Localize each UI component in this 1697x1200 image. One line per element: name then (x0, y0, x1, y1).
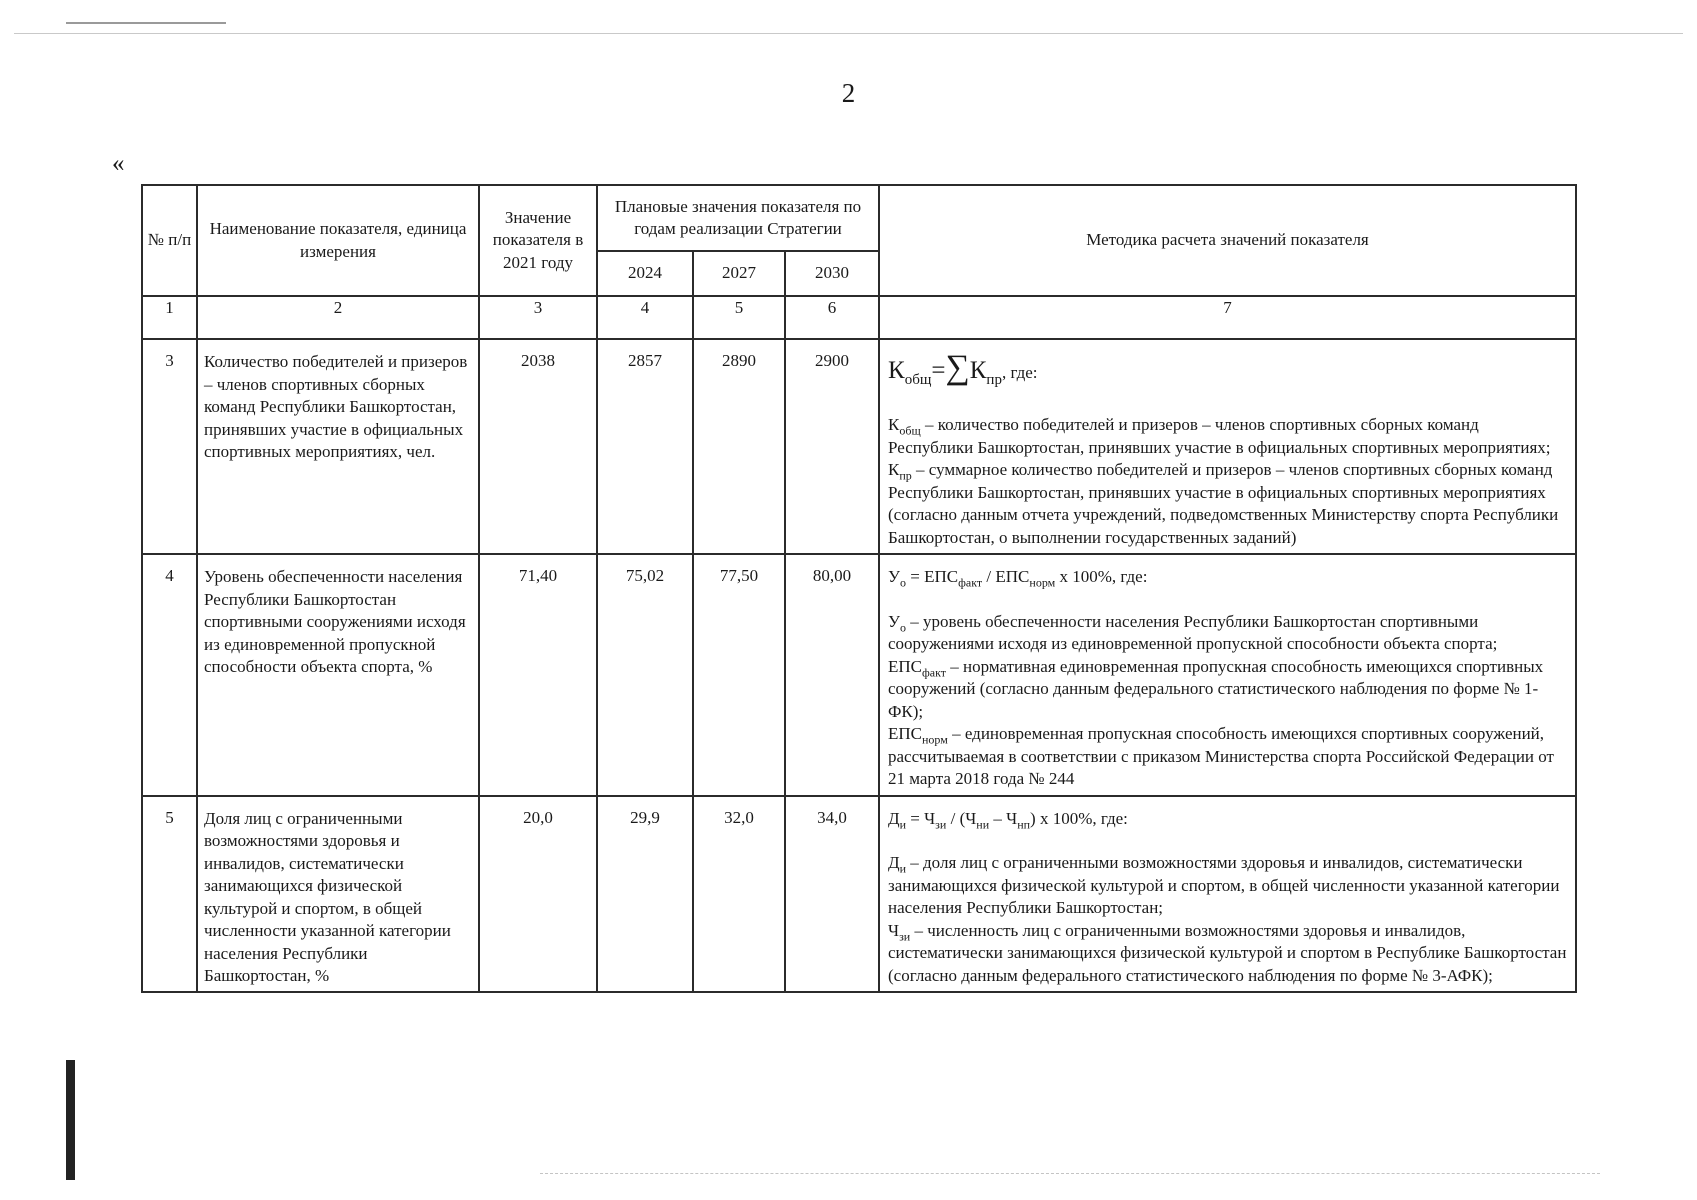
value-2024: 75,02 (597, 554, 693, 796)
column-numbers-row (142, 296, 1576, 339)
header-row (142, 185, 1576, 251)
opening-quote-mark: « (112, 150, 125, 177)
value-2021: 71,40 (479, 554, 597, 796)
value-2030: 2900 (785, 339, 879, 554)
value-2027: 77,50 (693, 554, 785, 796)
formula: $У_о = ЕПС_{факт} / ЕПС_{норм}$ x 100%, где: (888, 567, 1148, 590)
value-2024: 29,9 (597, 796, 693, 993)
definition: $Д_и$ – доля лиц с ограниченными возможностями здоровья и инвалидов, систематически занимающихся физической культурой и спортом, в общей численности указанной категории населения Республики Башкортостан; (888, 853, 1560, 917)
column-number: 6 (785, 296, 879, 339)
definition: $ЕПС_{факт}$ – нормативная единовременная пропускная способность имеющихся спортивных сооружений (согласно данным федерального статистического наблюдения по форме № 1-ФК); (888, 656, 1544, 721)
indicator-name: Уровень обеспеченности населения Республики Башкортостан спортивными сооружениями исходя из единовременной пропускной способности объекта спорта, % (197, 554, 479, 796)
table-row (142, 554, 1576, 796)
table-row (142, 796, 1576, 993)
column-number: 3 (479, 296, 597, 339)
value-2030: 80,00 (785, 554, 879, 796)
column-number: 5 (693, 296, 785, 339)
value-2030: 34,0 (785, 796, 879, 993)
indicator-name: Количество победителей и призеров – членов спортивных сборных команд Республики Башкортостан, принявших участие в официальных спортивных мероприятиях, чел. (197, 339, 479, 554)
formula: $Д_и = Ч_{зи} / (Ч_{ни} - Ч_{нп})$ x 100%, где: (888, 808, 1128, 831)
header-method: Методика расчета значений показателя (879, 185, 1576, 296)
definition: $К_{пр}$ – суммарное количество победителей и призеров – членов спортивных сборных команд Республики Башкортостан, принявших участие в официальных спортивных мероприятиях (согласно данным отчета учреждений, подведомственных Министерству спорта Республики Башкортостан, о выполнении государственных заданий) (888, 460, 1559, 547)
header-name: Наименование показателя, единица измерения (197, 185, 479, 296)
value-2021: 20,0 (479, 796, 597, 993)
column-number: 2 (197, 296, 479, 339)
header-year-2024: 2024 (597, 251, 693, 296)
header-year-2027: 2027 (693, 251, 785, 296)
scan-artifact-top-line (14, 33, 1683, 34)
column-number: 4 (597, 296, 693, 339)
header-value-2021: Значение показателя в 2021 году (479, 185, 597, 296)
scan-artifact-left-bar (66, 1060, 75, 1180)
page-number: 2 (841, 78, 856, 108)
column-number: 7 (879, 296, 1576, 339)
definition: $К_{общ}$ – количество победителей и призеров – членов спортивных сборных команд Республики Башкортостан, принявших участие в официальных спортивных мероприятиях; (888, 415, 1551, 457)
indicators-table (141, 184, 1577, 993)
table-row (142, 339, 1576, 554)
definition: $У_о$ – уровень обеспеченности населения Республики Башкортостан спортивными сооружениями исходя из единовременной пропускной способности объекта спорта; (888, 611, 1498, 653)
header-year-2030: 2030 (785, 251, 879, 296)
scan-artifact-bottom-line (540, 1173, 1600, 1174)
value-2021: 2038 (479, 339, 597, 554)
definition: $ЕПС_{норм}$ – единовременная пропускная способность имеющихся спортивных сооружений, рассчитываемая в соответствии с приказом Министерства спорта Российской Федерации от 21 марта 2018 года № 244 (888, 724, 1554, 788)
row-num: 4 (142, 554, 197, 796)
scan-artifact-top-mark (66, 22, 226, 24)
value-2027: 2890 (693, 339, 785, 554)
value-2024: 2857 (597, 339, 693, 554)
formula: $К_{общ}=\sum К_{пр}$, где: (888, 349, 1038, 388)
row-num: 3 (142, 339, 197, 554)
definition: $Ч_{зи}$ – численность лиц с ограниченными возможностями здоровья и инвалидов, систематически занимающихся физической культурой и спортом в Республике Башкортостан (согласно данным федерального статистического наблюдения по форме № 3-АФК); (888, 920, 1567, 985)
indicator-name: Доля лиц с ограниченными возможностями здоровья и инвалидов, систематически занимающихся физической культурой и спортом, в общей численности указанной категории населения Республики Башкортостан, % (197, 796, 479, 993)
value-2027: 32,0 (693, 796, 785, 993)
row-num: 5 (142, 796, 197, 993)
column-number: 1 (142, 296, 197, 339)
calculation-method (879, 554, 1576, 796)
header-planned-values: Плановые значения показателя по годам реализации Стратегии (597, 185, 879, 251)
calculation-method (879, 339, 1576, 554)
header-num: № п/п (142, 185, 197, 296)
calculation-method (879, 796, 1576, 993)
